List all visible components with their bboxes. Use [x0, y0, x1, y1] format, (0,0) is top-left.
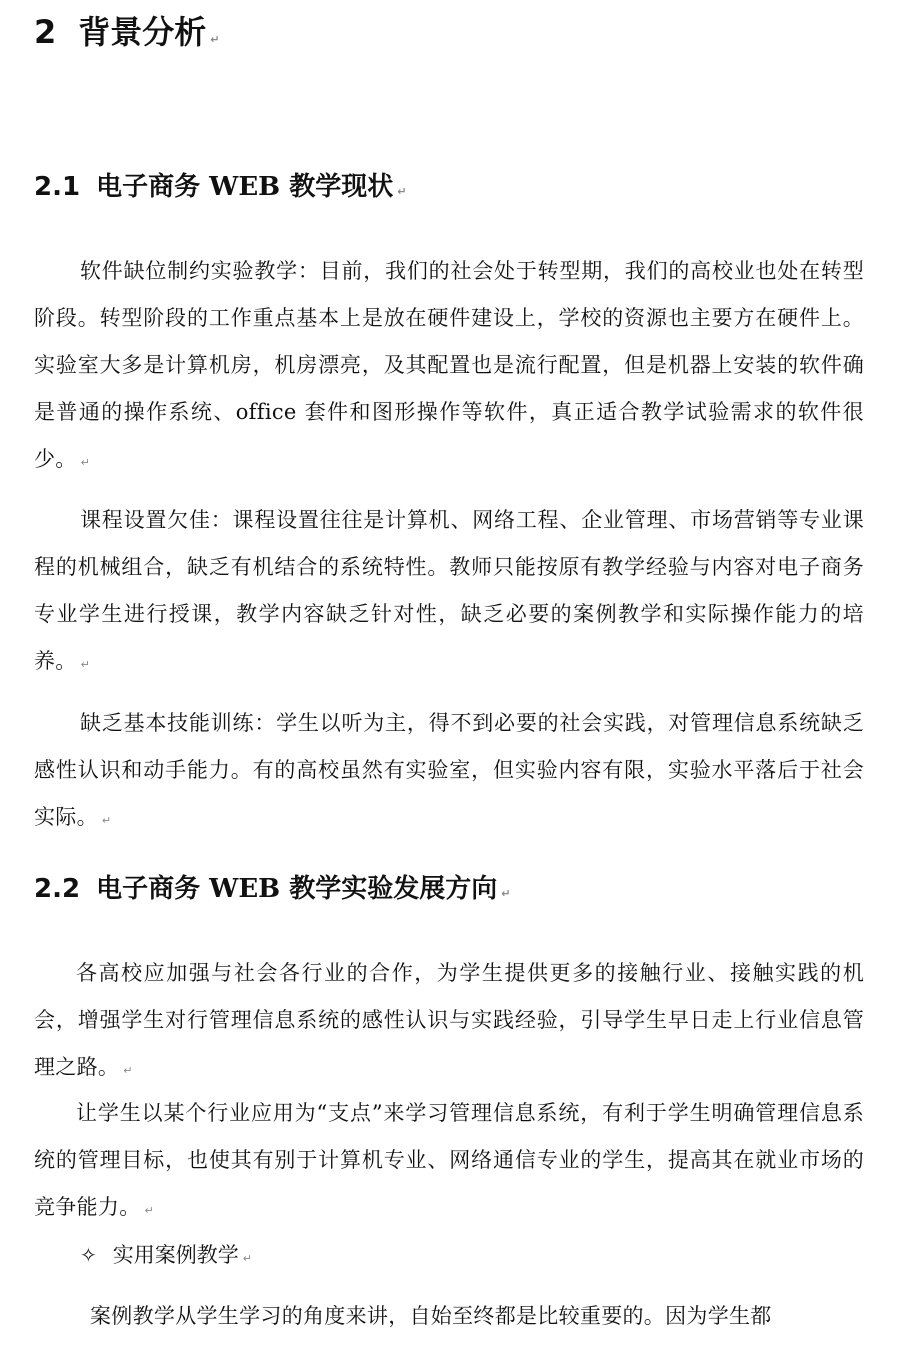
paragraph-text: 软件缺位制约实验教学：目前，我们的社会处于转型期，我们的高校业也处在转型阶段。转型阶段的工作重点基本上是放在硬件建设上，学校的资源也主要方在硬件上。实验室大多是计算机房，机房漂亮，及其配置也是流行配置，但是机器上安装的软件确是普通的操作系统、office 套件和图形操作等软件，真正适合教学试验需求的软件很少。 — [34, 259, 864, 471]
section-title-latin: WEB — [209, 172, 281, 202]
paragraph-text: 案例教学从学生学习的角度来讲，自始至终都是比较重要的。因为学生都 — [90, 1304, 772, 1328]
paragraph-mark-icon: ↵ — [397, 185, 407, 198]
section-heading-2-2 — [34, 871, 510, 912]
section-title-latin: WEB — [209, 874, 281, 904]
chapter-heading — [34, 10, 220, 62]
paragraph-mark-icon: ↵ — [80, 456, 91, 469]
paragraph-mark-icon: ↵ — [80, 658, 91, 671]
section-title-part: 电子商务 — [96, 874, 201, 904]
paragraph — [34, 950, 864, 1094]
paragraph — [34, 700, 864, 844]
paragraph-mark-icon: ↵ — [101, 814, 112, 827]
section-title-part: 电子商务 — [96, 172, 201, 202]
bullet-text: 实用案例教学 — [112, 1243, 239, 1267]
paragraph-mark-icon: ↵ — [210, 33, 220, 46]
paragraph — [34, 1090, 864, 1234]
section-title-part: 教学现状 — [289, 172, 394, 202]
section-number: 2.1 — [34, 172, 81, 202]
chapter-title: 背景分析 — [78, 13, 207, 51]
paragraph-text: 课程设置欠佳：课程设置往往是计算机、网络工程、企业管理、市场营销等专业课程的机械组合，缺乏有机结合的系统特性。教师只能按原有教学经验与内容对电子商务专业学生进行授课，教学内容缺乏针对性，缺乏必要的案例教学和实际操作能力的培养。 — [34, 508, 864, 673]
paragraph-text: 让学生以某个行业应用为“支点”来学习管理信息系统，有利于学生明确管理信息系统的管理目标，也使其有别于计算机专业、网络通信专业的学生，提高其在就业市场的竞争能力。 — [34, 1101, 864, 1219]
chapter-number: 2 — [34, 13, 57, 51]
section-heading-2-1 — [34, 169, 406, 210]
paragraph-mark-icon: ↵ — [123, 1064, 133, 1077]
diamond-bullet-icon: ✧ — [80, 1243, 97, 1267]
section-title-part: 教学实验发展方向 — [289, 874, 498, 904]
paragraph-mark-icon: ↵ — [501, 887, 511, 900]
bullet-item — [80, 1235, 252, 1279]
paragraph — [34, 248, 864, 486]
paragraph — [34, 497, 864, 688]
paragraph-text: 缺乏基本技能训练：学生以听为主，得不到必要的社会实践，对管理信息系统缺乏感性认识和动手能力。有的高校虽然有实验室，但实验内容有限，实验水平落后于社会实际。 — [34, 711, 864, 829]
section-number: 2.2 — [34, 874, 81, 904]
paragraph-mark-icon: ↵ — [144, 1204, 155, 1217]
paragraph-mark-icon: ↵ — [242, 1252, 252, 1265]
paragraph — [34, 1293, 864, 1340]
paragraph-text: 各高校应加强与社会各行业的合作，为学生提供更多的接触行业、接触实践的机会，增强学生对行管理信息系统的感性认识与实践经验，引导学生早日走上行业信息管理之路。 — [34, 961, 864, 1079]
